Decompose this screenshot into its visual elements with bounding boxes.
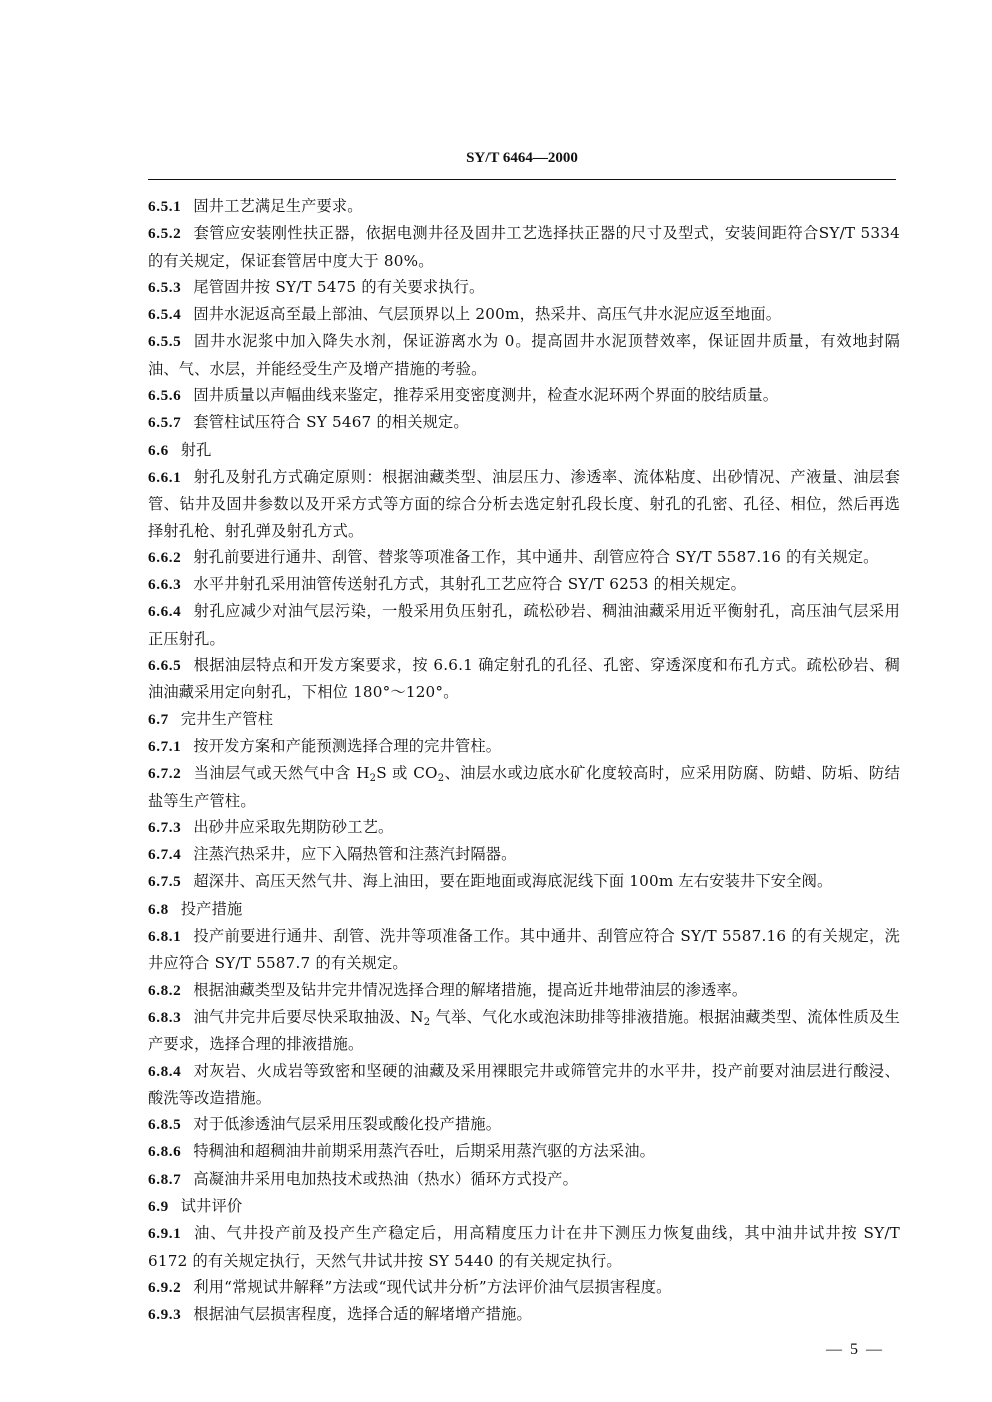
clause-6-9-1: 6.9.1 油、气井投产前及投产生产稳定后，用高精度压力计在井下测压力恢复曲线，其中油井试井按 SY/T 6172 的有关规定执行，天然气井试井按 SY 5440 的有关规定执行。 [148, 1224, 900, 1270]
clause-6-6-5: 6.6.5 根据油层特点和开发方案要求，按 6.6.1 确定射孔的孔径、孔密、穿透深度和布孔方式。疏松砂岩、稠油油藏采用定向射孔，下相位 180°～120°。 [148, 656, 900, 702]
clause-6-8-7: 6.8.7 高凝油井采用电加热技术或热油（热水）循环方式投产。 [148, 1169, 579, 1188]
clause-6-6-4: 6.6.4 射孔应减少对油气层污染，一般采用负压射孔，疏松砂岩、稠油油藏采用近平衡射孔，高压油气层采用正压射孔。 [148, 602, 900, 648]
clause-6-8-5: 6.8.5 对于低渗透油气层采用压裂或酸化投产措施。 [148, 1115, 502, 1134]
clause-6-9-2: 6.9.2 利用“常规试井解释”方法或“现代试井分析”方法评价油气层损害程度。 [148, 1277, 672, 1296]
page-number: — 5 — [826, 1341, 884, 1358]
document-body [148, 193, 900, 1328]
clause-6-7-5: 6.7.5 超深井、高压天然气井、海上油田，要在距地面或海底泥线下面 100m 左右安装井下安全阀。 [148, 872, 833, 891]
clause-6-5-4: 6.5.4 固井水泥返高至最上部油、气层顶界以上 200m，热采井、高压气井水泥应返至地面。 [148, 305, 782, 324]
section-6-8-heading: 6.8 投产措施 [148, 899, 243, 918]
clause-6-5-7: 6.5.7 套管柱试压符合 SY 5467 的相关规定。 [148, 413, 469, 432]
clause-6-7-3: 6.7.3 出砂井应采取先期防砂工艺。 [148, 817, 394, 836]
clause-6-8-4: 6.8.4 对灰岩、火成岩等致密和坚硬的油藏及采用裸眼完井或筛管完井的水平井，投产前要对油层进行酸浸、酸洗等改造措施。 [148, 1061, 900, 1107]
section-6-9-heading: 6.9 试井评价 [148, 1196, 243, 1215]
clause-6-8-1: 6.8.1 投产前要进行通井、刮管、洗井等项准备工作。其中通井、刮管应符合 SY/T 5587.16 的有关规定，洗井应符合 SY/T 5587.7 的有关规定。 [148, 927, 900, 973]
clause-6-5-1: 6.5.1 固井工艺满足生产要求。 [148, 197, 363, 215]
clause-6-6-3: 6.6.3 水平井射孔采用油管传送射孔方式，其射孔工艺应符合 SY/T 6253 的相关规定。 [148, 575, 747, 594]
clause-6-5-2: 6.5.2 套管应安装刚性扶正器，依据电测井径及固井工艺选择扶正器的尺寸及型式，安装间距符合SY/T 5334 的有关规定，保证套管居中度大于 80%。 [148, 224, 900, 270]
page-header-standard-code: SY/T 6464—2000 [466, 150, 578, 166]
clause-6-7-2: 6.7.2 当油层气或天然气中含 $H_2S$ 或 $CO_2$、油层水或边底水矿化度较高时，应采用防腐、防蜡、防垢、防结盐等生产管柱。 [148, 764, 900, 810]
clause-6-5-5: 6.5.5 固井水泥浆中加入降失水剂，保证游离水为 0。提高固井水泥顶替效率，保证固井质量，有效地封隔油、气、水层，并能经受生产及增产措施的考验。 [148, 332, 900, 378]
section-6-6-heading: 6.6 射孔 [148, 440, 212, 459]
section-6-7-heading: 6.7 完井生产管柱 [148, 709, 274, 728]
clause-6-8-6: 6.8.6 特稠油和超稠油井前期采用蒸汽吞吐，后期采用蒸汽驱的方法采油。 [148, 1142, 655, 1161]
clause-6-8-3: 6.8.3 油气井完井后要尽快采取抽汲、$N_2$ 气举、气化水或泡沫助排等排液措施。根据油藏类型、流体性质及生产要求，选择合理的排液措施。 [148, 1007, 901, 1054]
clause-6-5-6: 6.5.6 固井质量以声幅曲线来鉴定，推荐采用变密度测井，检查水泥环两个界面的胶结质量。 [148, 386, 779, 405]
clause-6-9-3: 6.9.3 根据油气层损害程度，选择合适的解堵增产措施。 [148, 1305, 532, 1324]
clause-6-7-1: 6.7.1 按开发方案和产能预测选择合理的完井管柱。 [148, 736, 502, 755]
header-divider [148, 179, 896, 180]
clause-6-8-2: 6.8.2 根据油藏类型及钻井完井情况选择合理的解堵措施，提高近井地带油层的渗透率。 [148, 980, 748, 999]
clause-6-5-3: 6.5.3 尾管固井按 SY/T 5475 的有关要求执行。 [148, 277, 485, 296]
clause-6-7-4: 6.7.4 注蒸汽热采井，应下入隔热管和注蒸汽封隔器。 [148, 845, 517, 864]
clause-6-6-1: 6.6.1 射孔及射孔方式确定原则：根据油藏类型、油层压力、渗透率、流体粘度、出砂情况、产液量、油层套管、钻井及固井参数以及开采方式等方面的综合分析去选定射孔段长度、射孔的孔密、孔径、相位，然后再选择射孔枪、射孔弹及射孔方式。 [148, 467, 900, 540]
clause-6-6-2: 6.6.2 射孔前要进行通井、刮管、替浆等项准备工作，其中通井、刮管应符合 SY/T 5587.16 的有关规定。 [148, 547, 879, 566]
